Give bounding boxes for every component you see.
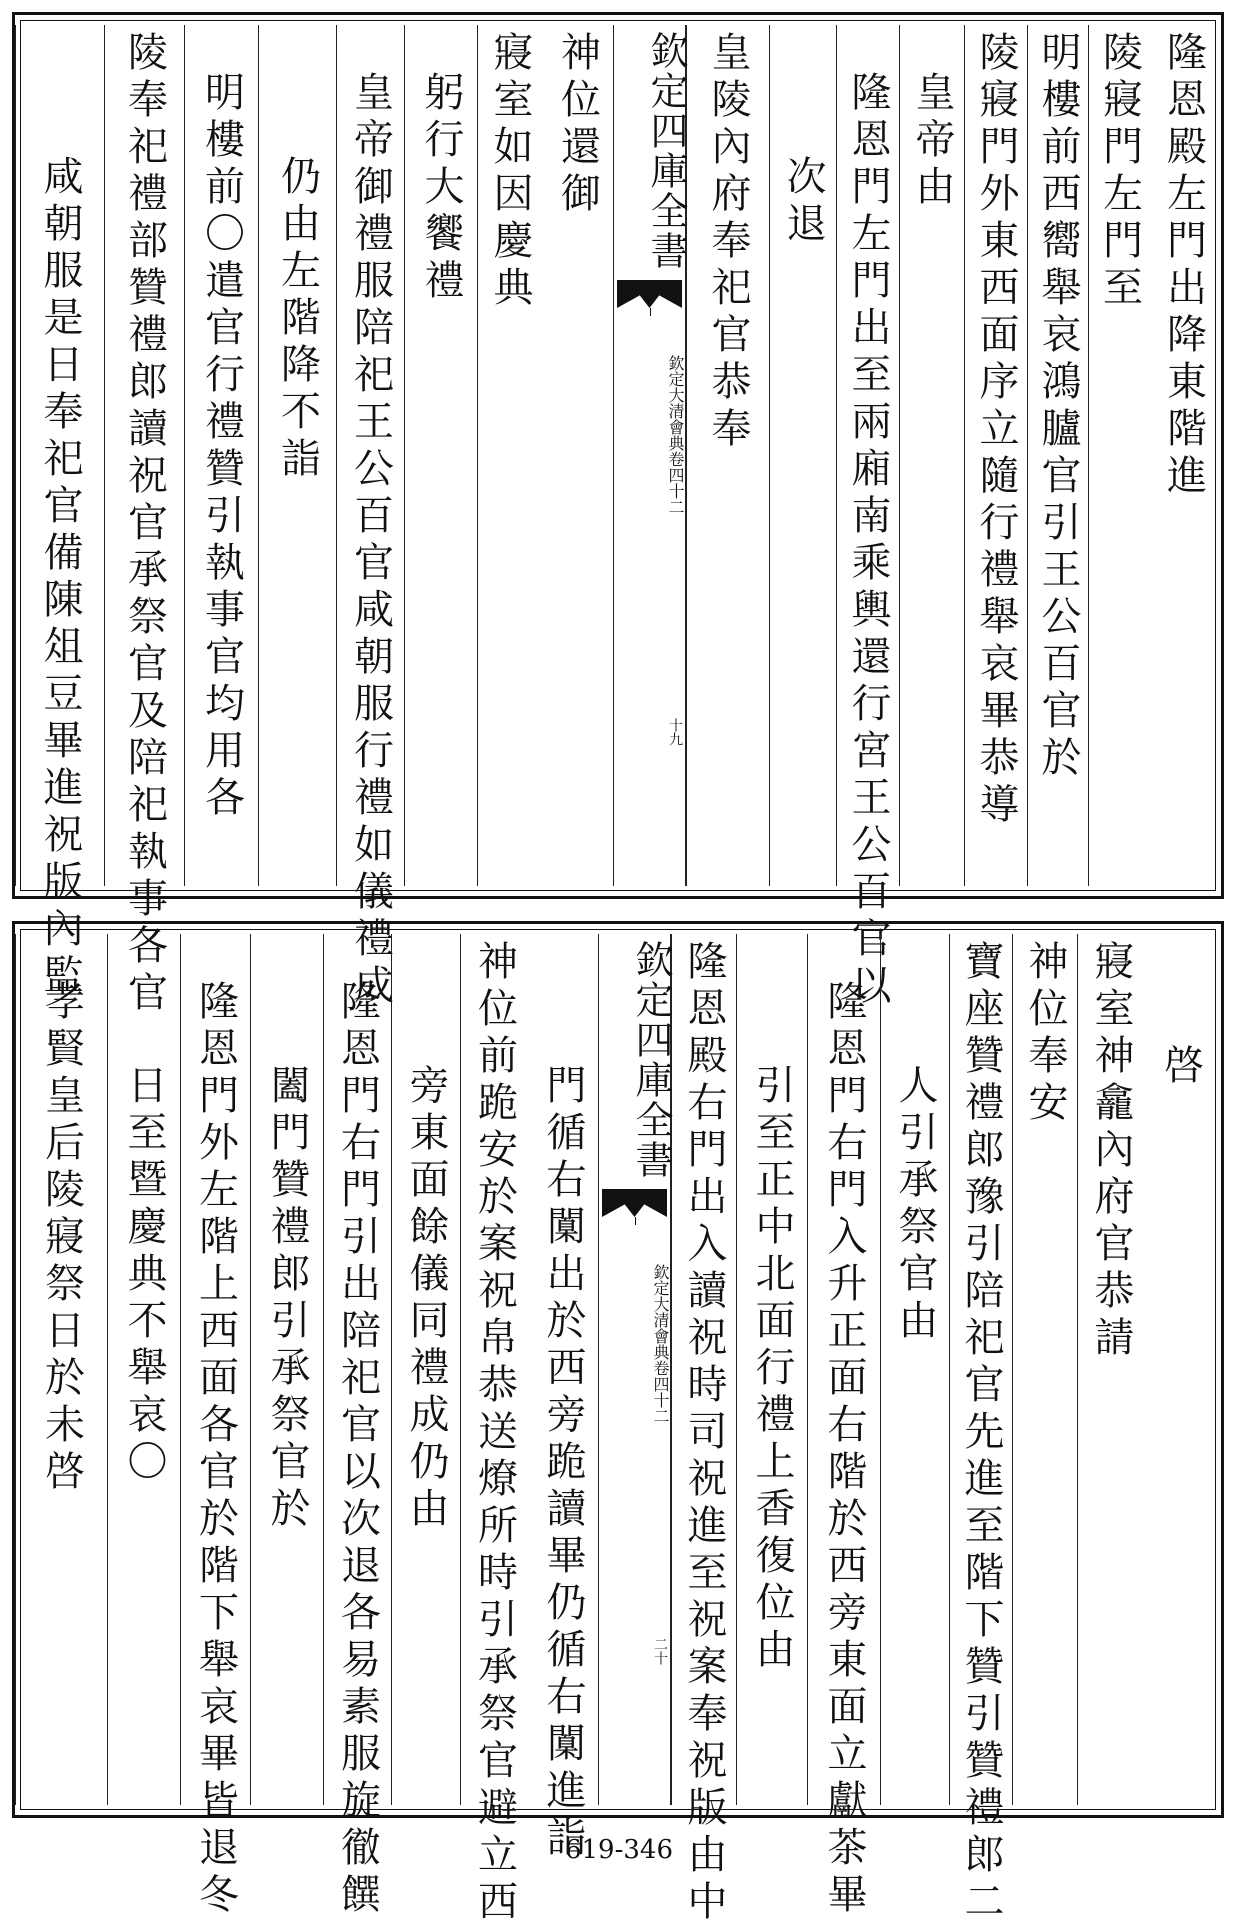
text-line: 人引承祭官由 [892,1064,938,1346]
text-column [184,25,258,886]
text-line: 隆恩殿右門出入讀祝時司祝進至祝案奉祝版由中 [681,940,727,1927]
text-line: 躬行大饗禮 [418,71,464,306]
text-column [460,934,528,1927]
fish-tail-line [635,1217,636,1225]
fish-tail-mark-icon [602,1189,667,1217]
text-line: 日至暨慶典不舉哀〇 [121,1064,167,1487]
text-column [1077,934,1144,1805]
text-line: 啓 [1157,1044,1204,1091]
gutter-page-number: 二十 [652,1637,668,1665]
text-column [686,25,769,886]
text-column [899,25,964,886]
text-line: 陵奉祀禮部贊禮郎讀祝官承祭官及陪祀執事各官 [121,31,168,1018]
text-line: 次退 [780,155,826,249]
text-line: 寶座贊禮郎豫引陪祀官先進至階下贊引贊禮郎二 [958,940,1004,1927]
gutter-book-title: 欽定大清會典 [651,1264,670,1360]
text-column [1012,934,1077,1805]
text-column [477,25,542,886]
text-column [180,934,250,1920]
text-column [15,25,104,1001]
text-line: 明樓前西嚮舉哀鴻臚官引王公百官於 [1035,31,1081,783]
text-line: 神位奉安 [1022,940,1068,1128]
text-line: 門循右闑出於西旁跪讀畢仍循右闑進詣 [540,1064,586,1863]
text-column [964,25,1027,886]
text-line: 寢室神龕內府官恭請 [1088,940,1134,1363]
text-column [250,934,323,1805]
text-column [736,934,807,1805]
gutter-volume: 卷四十二 [666,451,685,515]
fish-tail-mark-icon [617,280,682,308]
text-column [107,934,180,1805]
text-column [258,25,336,886]
text-column [528,934,598,1863]
text-line: 引至正中北面行禮上香復位由 [749,1064,795,1675]
text-column [336,25,404,1011]
text-column [1027,25,1088,886]
text-line: 明樓前〇遣官行禮贊引執事官均用各 [198,71,245,823]
gutter-book-title: 欽定大清會典 [666,355,685,451]
text-line: 皇陵內府奉祀官恭奉 [705,31,751,454]
text-column [323,934,391,1920]
text-line: 皇帝御禮服陪祀王公百官咸朝服行禮如儀禮成 [347,71,394,1011]
text-line: 隆恩門右門引出陪祀官以次退各易素服旋徹饌 [334,980,381,1920]
center-gutter [598,934,671,1805]
text-line: 陵寢門外東西面序立隨行禮舉哀畢恭導 [973,31,1019,830]
text-line: 仍由左階降不詣 [274,155,321,484]
gutter-volume: 卷四十二 [651,1360,670,1424]
text-line: 皇帝由 [909,71,955,212]
text-line: 神位前跪安於案祝帛恭送燎所時引承祭官避立西 [471,940,518,1927]
text-column [949,934,1012,1927]
text-line: 闔門贊禮郎引承祭官於 [264,1064,310,1534]
text-column [542,25,613,886]
text-column [1144,934,1217,1805]
text-column [880,934,949,1805]
gutter-subtitle [599,1264,670,1424]
page-panel-top [12,12,1224,1018]
text-column [104,25,184,1018]
gutter-subtitle [614,355,685,515]
fish-tail-line [650,308,651,316]
text-column [1150,25,1217,886]
text-column [391,934,460,1805]
center-gutter [613,25,686,886]
text-line: 神位還御 [554,31,601,219]
text-line: 隆恩殿左門出降東階進 [1160,31,1207,501]
text-line: 孝賢皇后陵寢祭日於未啓 [38,980,85,1497]
text-column [15,934,107,1805]
text-line: 隆恩門外左階上西面各官於階下舉哀畢皆退冬 [192,980,239,1920]
page-footer-number: 619-346 [564,1835,674,1865]
text-line: 隆恩門左門出至兩廂南乘輿還行宮王公百官以 [845,71,891,1011]
text-line: 陵寢門左門至 [1096,31,1143,313]
text-column [836,25,899,1011]
text-line: 隆恩門右門入升正面右階於西旁東面立獻茶畢 [821,980,867,1920]
text-line: 寢室如因慶典 [487,31,533,313]
text-column [807,934,880,1920]
text-column [769,25,836,886]
text-line: 旁東面餘儀同禮成仍由 [403,1064,449,1534]
gutter-title: 欽定四庫全書 [629,940,673,1180]
text-column [671,934,736,1927]
text-column [404,25,477,886]
gutter-title: 欽定四庫全書 [644,31,688,271]
gutter-page-number: 十九 [667,718,683,746]
text-column [1088,25,1150,886]
text-line: 咸朝服是日奉祀官備陳俎豆畢進祝版內監 [37,155,83,1001]
